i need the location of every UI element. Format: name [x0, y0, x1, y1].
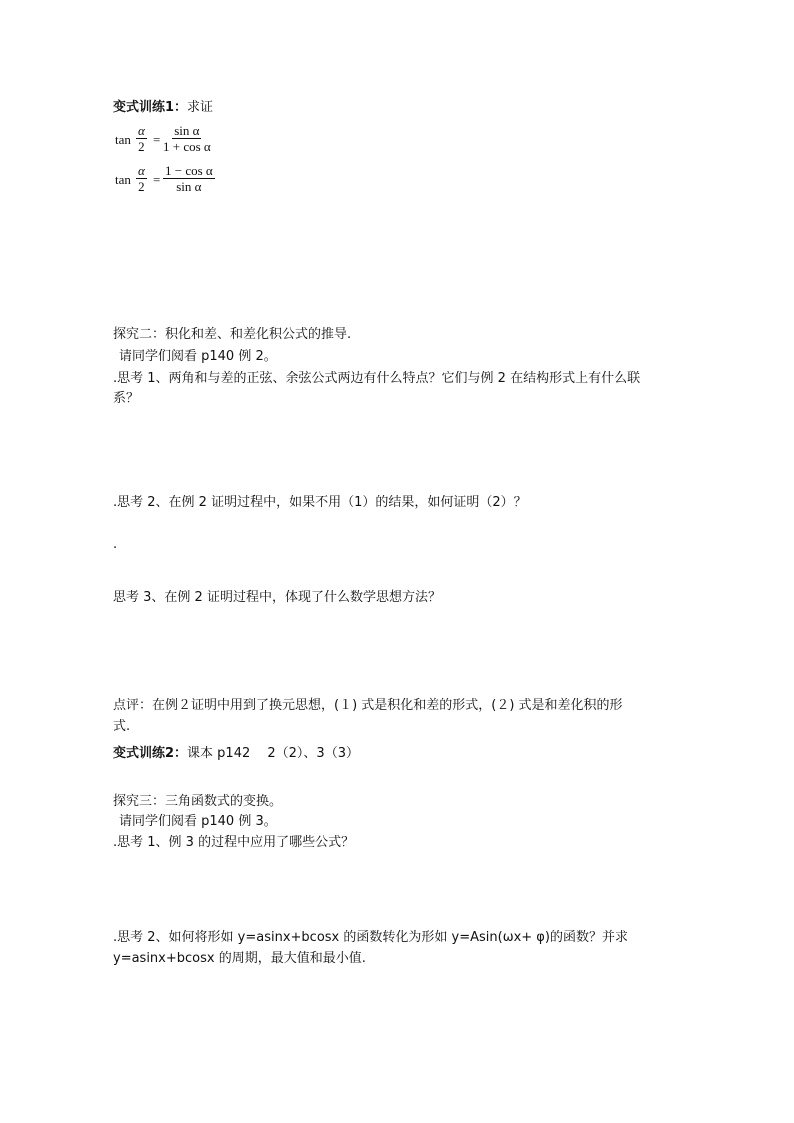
formula1-rhs-fraction: [163, 123, 211, 154]
explore2-think1-line2: 系？: [113, 391, 140, 406]
formula1-rhs-den: 1 + cos α: [163, 139, 211, 154]
explore3-think2-line2: y=asinx+bcosx 的周期，最大值和最小值.: [113, 951, 366, 966]
explore3-think1: .思考 1、例 3 的过程中应用了哪些公式？: [113, 835, 355, 850]
formula2-rhs-den: sin α: [176, 179, 202, 194]
exercise1-text: 求证: [187, 100, 214, 115]
formula2-lhs-func: tan: [115, 172, 131, 187]
explore3-think2-line1: .思考 2、如何将形如 y=asinx+bcosx 的函数转化为形如 y=Asin(ωx+ φ)的函数？并求: [113, 930, 628, 945]
exercise2-line: [113, 745, 359, 763]
formula1-lhs-den: 2: [138, 139, 145, 154]
explore2-think3: 思考 3、在例 2 证明过程中，体现了什么数学思想方法？: [113, 590, 441, 605]
exercise2-heading: 变式训练2：: [113, 746, 188, 761]
explore3-title: 探究三：三角函数式的变换。: [113, 794, 283, 809]
formula1-equals: =: [153, 132, 161, 147]
formula1-lhs-num: α: [138, 123, 145, 138]
exercise2-text: 课本 p142 2（2）、3（3）: [187, 746, 359, 761]
explore2-comment-line1: 点评：在例２证明中用到了换元思想，(１) 式是积化和差的形式，(２) 式是和差化积的形: [113, 698, 623, 713]
formula2-rhs-fraction: [163, 163, 215, 194]
formula1-lhs-func: tan: [115, 132, 131, 147]
formula2-lhs-num: α: [138, 163, 145, 178]
exercise1-line: [113, 99, 213, 117]
formula2-lhs-fraction: [136, 163, 147, 194]
explore2-read: 请同学们阅看 p140 例 2。: [119, 349, 277, 364]
explore2-dot: .: [113, 537, 118, 552]
formula2-lhs-den: 2: [138, 179, 145, 194]
explore2-think2: .思考 2、在例 2 证明过程中，如果不用（1）的结果，如何证明（2）？: [113, 495, 527, 510]
explore2-think1-line1: .思考 1、两角和与差的正弦、余弦公式两边有什么特点？它们与例 2 在结构形式上有什么联: [113, 371, 641, 386]
formula1-rhs-num: sin α: [174, 123, 200, 138]
explore2-title: 探究二：积化和差、和差化积公式的推导.: [113, 327, 352, 342]
explore3-read: 请同学们阅看 p140 例 3。: [119, 814, 277, 829]
exercise1-heading: 变式训练1：: [113, 100, 188, 115]
formula2-rhs-num: 1 − cos α: [165, 163, 213, 178]
formula2-equals: =: [153, 172, 161, 187]
explore2-comment-line2: 式.: [113, 719, 131, 734]
formula1-lhs-fraction: [136, 123, 147, 154]
